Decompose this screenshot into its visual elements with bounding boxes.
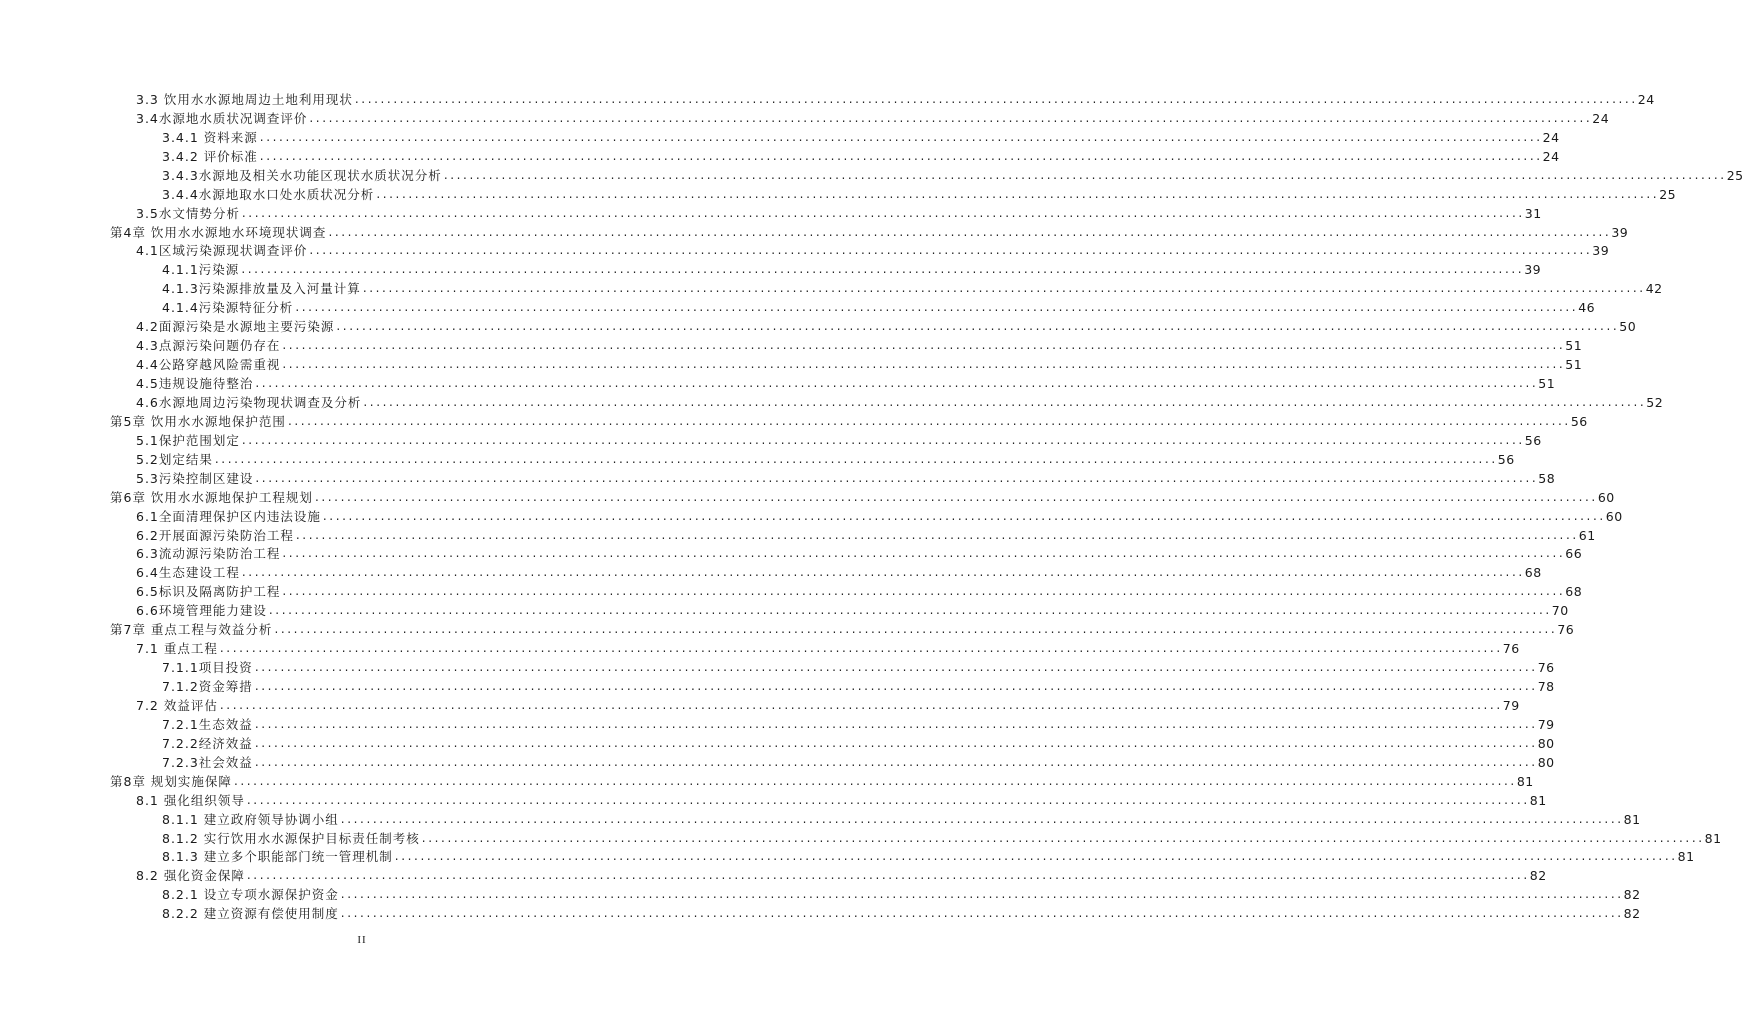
dot-leader: ........................................................................................................................................................................................................ <box>362 281 1646 296</box>
toc-entry[interactable] <box>0 732 1555 751</box>
toc-entry-title: 4.1.4污染源特征分析 <box>162 300 294 316</box>
toc-entry[interactable] <box>0 846 1695 865</box>
toc-entry-title: 6.4生态建设工程 <box>136 565 240 581</box>
toc-entry-page: 76 <box>1537 660 1555 676</box>
dot-leader: ........................................................................................................................................................................................................ <box>254 735 1538 750</box>
toc-entry-page: 81 <box>1704 830 1722 846</box>
dot-leader: ........................................................................................................................................................................................................ <box>363 394 1647 409</box>
dot-leader: ........................................................................................................................................................................................................ <box>254 716 1538 731</box>
dot-leader: ........................................................................................................................................................................................................ <box>268 603 1552 618</box>
toc-entry-page: 82 <box>1623 906 1641 922</box>
toc-entry[interactable] <box>0 277 1663 297</box>
toc-entry-page: 82 <box>1529 868 1547 884</box>
dot-leader: ........................................................................................................................................................................................................ <box>246 792 1530 807</box>
toc-entry-title: 5.1保护范围划定 <box>136 432 240 448</box>
dot-leader: ........................................................................................................................................................................................................ <box>254 679 1538 693</box>
toc-entry-title: 3.4水源地水质状况调查评价 <box>136 110 308 126</box>
toc-entry[interactable] <box>0 902 1641 922</box>
toc-entry-page: 51 <box>1565 338 1583 354</box>
toc-entry[interactable] <box>0 883 1641 903</box>
toc-entry[interactable] <box>0 372 1556 391</box>
toc-entry-title: 6.6环境管理能力建设 <box>136 603 267 619</box>
toc-entry-title: 7.2.2经济效益 <box>162 735 253 751</box>
toc-entry-page: 80 <box>1537 735 1555 751</box>
toc-entry-title: 3.4.4水源地取水口处水质状况分析 <box>162 186 375 202</box>
toc-entry[interactable] <box>0 126 1560 145</box>
dot-leader: ........................................................................................................................................................................................................ <box>246 868 1530 883</box>
toc-entry[interactable] <box>0 505 1623 524</box>
toc-entry-title: 8.2.1 设立专项水源保护资金 <box>162 887 339 903</box>
dot-leader: ........................................................................................................................................................................................................ <box>233 773 1517 788</box>
toc-entry[interactable] <box>0 580 1583 600</box>
toc-entry-title: 8.2.2 建立资源有偿使用制度 <box>162 906 339 922</box>
toc-entry-page: 25 <box>1659 186 1677 202</box>
toc-entry-page: 60 <box>1597 489 1615 505</box>
toc-entry[interactable] <box>0 543 1583 562</box>
dot-leader: ........................................................................................................................................................................................................ <box>274 622 1558 637</box>
toc-entry-title: 3.3 饮用水水源地周边土地利用现状 <box>136 91 353 107</box>
page-number: II <box>357 934 367 946</box>
toc-entry-title: 4.5违规设施待整治 <box>136 376 254 391</box>
toc-entry-title: 6.3流动源污染防治工程 <box>136 546 281 562</box>
dot-leader: ........................................................................................................................................................................................................ <box>322 508 1606 523</box>
toc-entry-page: 25 <box>1726 167 1744 183</box>
toc-entry-page: 56 <box>1524 432 1542 448</box>
dot-leader: ........................................................................................................................................................................................................ <box>376 186 1660 201</box>
toc-entry[interactable] <box>0 88 1655 107</box>
dot-leader: ........................................................................................................................................................................................................ <box>340 906 1624 921</box>
toc-entry-title: 8.1 强化组织领导 <box>136 792 245 808</box>
dot-leader: ........................................................................................................................................................................................................ <box>241 205 1525 220</box>
toc-entry[interactable] <box>0 656 1555 676</box>
toc-entry-title: 7.1.2资金筹措 <box>162 679 253 694</box>
toc-entry-page: 56 <box>1497 451 1515 467</box>
toc-entry-page: 81 <box>1529 792 1547 808</box>
toc-entry[interactable] <box>0 713 1555 732</box>
dot-leader: ........................................................................................................................................................................................................ <box>255 470 1539 485</box>
toc-entry-page: 51 <box>1538 376 1556 391</box>
toc-entry-title: 第8章 规划实施保障 <box>110 773 232 789</box>
toc-entry-page: 82 <box>1623 887 1641 903</box>
toc-entry[interactable] <box>0 315 1637 335</box>
toc-entry-title: 7.1 重点工程 <box>136 641 218 657</box>
dot-leader: ........................................................................................................................................................................................................ <box>340 887 1624 902</box>
toc-entry-page: 24 <box>1592 110 1610 126</box>
toc-entry[interactable] <box>0 467 1556 486</box>
toc-entry[interactable] <box>0 751 1555 770</box>
table-of-contents <box>0 88 1744 922</box>
toc-entry-page: 81 <box>1516 773 1534 789</box>
toc-entry-page: 42 <box>1645 281 1663 297</box>
toc-entry[interactable] <box>0 183 1677 202</box>
toc-entry-page: 61 <box>1578 527 1596 543</box>
dot-leader: ........................................................................................................................................................................................................ <box>336 319 1620 334</box>
toc-entry-title: 4.2面源污染是水源地主要污染源 <box>136 319 335 335</box>
toc-entry[interactable] <box>0 864 1547 884</box>
dot-leader: ........................................................................................................................................................................................................ <box>421 830 1705 845</box>
toc-entry-title: 3.4.3水源地及相关水功能区现状水质状况分析 <box>162 167 442 183</box>
toc-entry[interactable] <box>0 561 1542 581</box>
toc-entry[interactable] <box>0 486 1615 505</box>
toc-entry-title: 4.1.1污染源 <box>162 262 240 278</box>
toc-entry-page: 24 <box>1542 129 1560 145</box>
toc-entry-page: 58 <box>1538 470 1556 486</box>
dot-leader: ........................................................................................................................................................................................................ <box>282 338 1566 353</box>
toc-entry-page: 39 <box>1524 262 1542 278</box>
dot-leader: ........................................................................................................................................................................................................ <box>354 91 1638 106</box>
dot-leader: ........................................................................................................................................................................................................ <box>295 300 1579 315</box>
dot-leader: ........................................................................................................................................................................................................ <box>328 224 1612 239</box>
toc-entry-title: 4.1.3污染源排放量及入河量计算 <box>162 281 361 297</box>
dot-leader: ........................................................................................................................................................................................................ <box>241 262 1525 277</box>
toc-entry[interactable] <box>0 334 1583 354</box>
dot-leader: ........................................................................................................................................................................................................ <box>443 167 1727 182</box>
toc-entry[interactable] <box>0 164 1744 183</box>
toc-entry[interactable] <box>0 240 1610 259</box>
toc-entry-page: 76 <box>1502 641 1520 657</box>
toc-entry-page: 66 <box>1565 546 1583 562</box>
toc-entry-page: 39 <box>1592 243 1610 259</box>
toc-entry[interactable] <box>0 770 1534 789</box>
toc-entry-title: 7.2.3社会效益 <box>162 754 253 770</box>
dot-leader: ........................................................................................................................................................................................................ <box>254 660 1538 675</box>
toc-entry[interactable] <box>0 694 1520 713</box>
toc-entry[interactable] <box>0 391 1664 410</box>
dot-leader: ........................................................................................................................................................................................................ <box>282 584 1566 599</box>
toc-entry-title: 第5章 饮用水水源地保护范围 <box>110 413 286 429</box>
dot-leader: ........................................................................................................................................................................................................ <box>295 527 1579 542</box>
toc-entry-title: 4.4公路穿越风险需重视 <box>136 357 281 373</box>
toc-entry-page: 79 <box>1537 716 1555 732</box>
toc-entry-title: 7.2 效益评估 <box>136 697 218 713</box>
toc-entry-title: 第7章 重点工程与效益分析 <box>110 622 273 638</box>
toc-entry[interactable] <box>0 410 1588 429</box>
dot-leader: ........................................................................................................................................................................................................ <box>255 376 1539 390</box>
toc-entry-page: 81 <box>1677 849 1695 865</box>
toc-entry-title: 5.3污染控制区建设 <box>136 470 254 486</box>
toc-entry-title: 8.1.2 实行饮用水水源保护目标责任制考核 <box>162 830 420 846</box>
dot-leader: ........................................................................................................................................................................................................ <box>259 129 1543 144</box>
dot-leader: ........................................................................................................................................................................................................ <box>254 754 1538 769</box>
toc-entry[interactable] <box>0 353 1583 373</box>
toc-entry-page: 46 <box>1578 300 1596 316</box>
toc-entry-title: 5.2划定结果 <box>136 451 213 467</box>
dot-leader: ........................................................................................................................................................................................................ <box>282 357 1566 372</box>
toc-entry[interactable] <box>0 618 1575 638</box>
dot-leader: ........................................................................................................................................................................................................ <box>340 811 1624 826</box>
dot-leader: ........................................................................................................................................................................................................ <box>219 641 1503 656</box>
toc-entry[interactable] <box>0 599 1569 619</box>
toc-entry-title: 6.1全面清理保护区内违法设施 <box>136 508 321 524</box>
dot-leader: ........................................................................................................................................................................................................ <box>282 546 1566 561</box>
toc-entry-page: 78 <box>1537 679 1555 694</box>
dot-leader: ........................................................................................................................................................................................................ <box>241 432 1525 447</box>
toc-entry[interactable] <box>0 448 1515 467</box>
toc-entry-page: 51 <box>1565 357 1583 373</box>
toc-entry-page: 60 <box>1605 508 1623 524</box>
toc-entry-title: 8.1.3 建立多个职能部门统一管理机制 <box>162 849 393 865</box>
toc-entry[interactable] <box>0 429 1542 448</box>
toc-entry[interactable] <box>0 524 1596 543</box>
toc-entry-title: 3.5水文情势分析 <box>136 205 240 221</box>
toc-entry-page: 70 <box>1551 603 1569 619</box>
dot-leader: ........................................................................................................................................................................................................ <box>241 565 1525 580</box>
toc-entry[interactable] <box>0 808 1641 827</box>
toc-entry-title: 3.4.2 评价标准 <box>162 148 258 164</box>
toc-entry[interactable] <box>0 296 1596 316</box>
toc-entry-title: 第6章 饮用水水源地保护工程规划 <box>110 489 313 505</box>
dot-leader: ........................................................................................................................................................................................................ <box>219 697 1503 712</box>
toc-entry-title: 6.2开展面源污染防治工程 <box>136 527 294 543</box>
toc-entry[interactable] <box>0 107 1610 126</box>
toc-entry[interactable] <box>0 202 1542 221</box>
toc-entry-page: 39 <box>1611 224 1629 240</box>
toc-entry-page: 68 <box>1524 565 1542 581</box>
dot-leader: ........................................................................................................................................................................................................ <box>394 849 1678 864</box>
toc-entry-title: 3.4.1 资料来源 <box>162 129 258 145</box>
toc-entry-page: 52 <box>1646 394 1664 410</box>
toc-entry-page: 50 <box>1619 319 1637 335</box>
toc-entry-title: 6.5标识及隔离防护工程 <box>136 584 281 600</box>
dot-leader: ........................................................................................................................................................................................................ <box>314 489 1598 504</box>
toc-entry[interactable] <box>0 637 1520 657</box>
toc-entry-page: 81 <box>1623 811 1641 827</box>
toc-entry[interactable] <box>0 221 1629 240</box>
toc-entry-page: 79 <box>1502 697 1520 713</box>
toc-entry[interactable] <box>0 145 1560 164</box>
toc-entry[interactable] <box>0 789 1547 808</box>
dot-leader: ........................................................................................................................................................................................................ <box>214 451 1498 466</box>
toc-entry-title: 7.1.1项目投资 <box>162 660 253 676</box>
toc-entry[interactable] <box>0 675 1555 694</box>
dot-leader: ........................................................................................................................................................................................................ <box>259 148 1543 163</box>
toc-entry-page: 24 <box>1637 91 1655 107</box>
toc-entry-title: 4.3点源污染问题仍存在 <box>136 338 281 354</box>
dot-leader: ........................................................................................................................................................................................................ <box>309 243 1593 258</box>
toc-entry-page: 24 <box>1542 148 1560 164</box>
toc-entry-page: 31 <box>1524 205 1542 221</box>
toc-entry[interactable] <box>0 827 1722 846</box>
dot-leader: ........................................................................................................................................................................................................ <box>309 110 1593 125</box>
toc-entry-title: 4.6水源地周边污染物现状调查及分析 <box>136 394 362 410</box>
toc-entry[interactable] <box>0 258 1542 278</box>
toc-entry-page: 68 <box>1565 584 1583 600</box>
dot-leader: ........................................................................................................................................................................................................ <box>287 413 1571 428</box>
toc-entry-page: 76 <box>1557 622 1575 638</box>
toc-entry-title: 8.1.1 建立政府领导协调小组 <box>162 811 339 827</box>
toc-entry-title: 7.2.1生态效益 <box>162 716 253 732</box>
toc-entry-title: 8.2 强化资金保障 <box>136 868 245 884</box>
toc-entry-page: 80 <box>1537 754 1555 770</box>
toc-entry-title: 第4章 饮用水水源地水环境现状调查 <box>110 224 327 240</box>
toc-entry-page: 56 <box>1570 413 1588 429</box>
toc-entry-title: 4.1区域污染源现状调查评价 <box>136 243 308 259</box>
